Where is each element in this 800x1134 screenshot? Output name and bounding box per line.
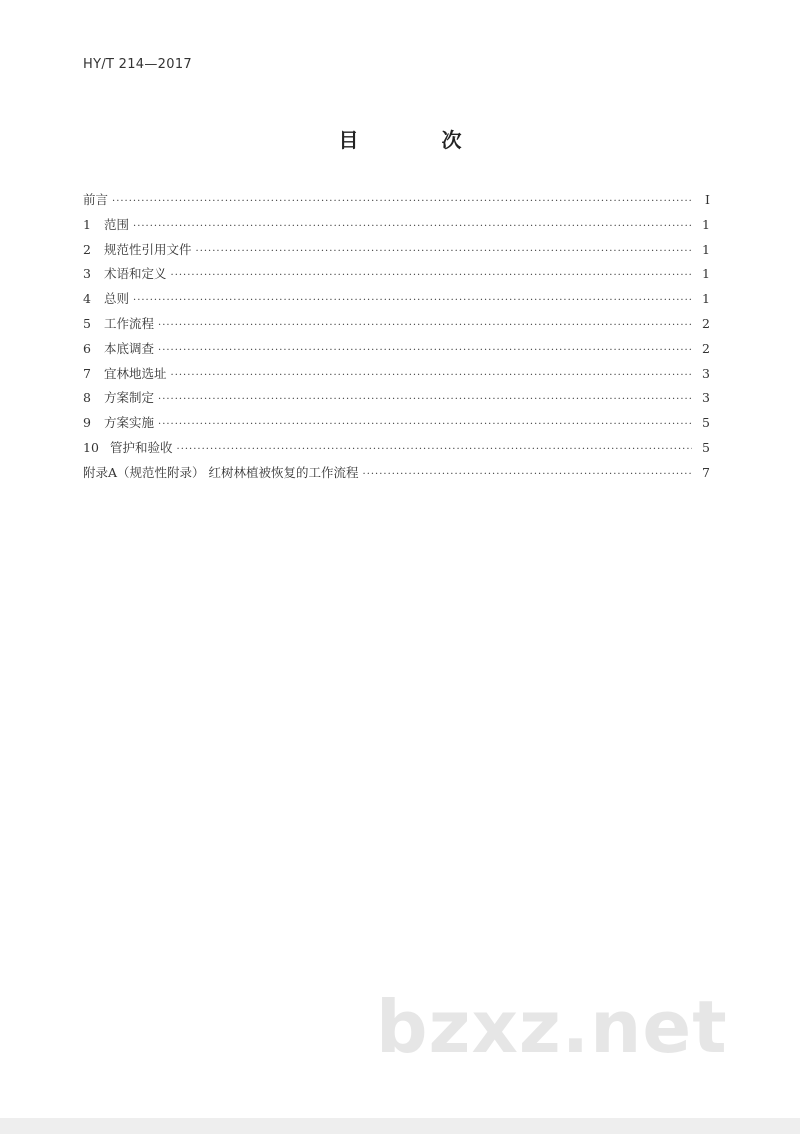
- toc-label: 规范性引用文件: [104, 241, 192, 257]
- toc-label: 方案实施: [104, 415, 155, 431]
- toc-leader-dots: [158, 394, 692, 405]
- toc-page-number: 7: [702, 464, 710, 480]
- toc-label: 总则: [104, 291, 130, 307]
- toc-page-number: 1: [702, 241, 710, 257]
- toc-entry-10[interactable]: [83, 438, 710, 463]
- standard-code: HY/T 214—2017: [83, 57, 192, 72]
- page-title: 目 次: [338, 128, 500, 152]
- toc-label: 范围: [104, 216, 130, 232]
- page-bottom-edge: [0, 1118, 800, 1134]
- toc-number: 9: [83, 415, 91, 431]
- toc-number: 1: [83, 216, 91, 232]
- toc-leader-dots: [158, 419, 692, 430]
- toc-number: 8: [83, 390, 91, 406]
- toc-entry-2[interactable]: [83, 240, 710, 265]
- toc-leader-dots: [363, 469, 692, 480]
- toc-number: 5: [83, 315, 91, 331]
- toc-page-number: 5: [702, 439, 710, 455]
- table-of-contents: [83, 190, 710, 488]
- toc-page-number: 2: [702, 340, 710, 356]
- toc-number: 10: [83, 439, 99, 455]
- toc-entry-preface[interactable]: [83, 190, 710, 215]
- toc-leader-dots: [158, 320, 692, 331]
- toc-page-number: 1: [702, 216, 710, 232]
- toc-label: 术语和定义: [104, 266, 167, 282]
- toc-page-number: 1: [702, 291, 710, 307]
- toc-leader-dots: [112, 196, 692, 207]
- toc-label: 管护和验收: [110, 439, 173, 455]
- toc-page-number: 2: [702, 315, 710, 331]
- toc-number: 7: [83, 365, 91, 381]
- toc-page-number: 1: [702, 266, 710, 282]
- toc-page-number: I: [705, 192, 710, 207]
- toc-number: 3: [83, 266, 91, 282]
- toc-leader-dots: [177, 444, 692, 455]
- toc-leader-dots: [196, 246, 692, 257]
- watermark-text: bzxz.net: [376, 985, 728, 1069]
- toc-entry-9[interactable]: [83, 413, 710, 438]
- toc-number: 6: [83, 340, 91, 356]
- toc-entry-3[interactable]: [83, 264, 710, 289]
- toc-page-number: 3: [702, 390, 710, 406]
- toc-leader-dots: [133, 295, 692, 306]
- toc-entry-4[interactable]: [83, 289, 710, 314]
- toc-page-number: 3: [702, 365, 710, 381]
- toc-label: 工作流程: [104, 315, 155, 331]
- toc-leader-dots: [171, 270, 692, 281]
- toc-label: 宜林地选址: [104, 365, 167, 381]
- toc-entry-6[interactable]: [83, 339, 710, 364]
- toc-entry-8[interactable]: [83, 388, 710, 413]
- toc-entry-7[interactable]: [83, 364, 710, 389]
- toc-label: 方案制定: [104, 390, 155, 406]
- toc-label: 附录A（规范性附录） 红树林植被恢复的工作流程: [83, 464, 359, 480]
- toc-leader-dots: [158, 345, 692, 356]
- toc-leader-dots: [171, 370, 692, 381]
- toc-number: 4: [83, 291, 91, 307]
- toc-label: 本底调查: [104, 340, 155, 356]
- toc-entry-5[interactable]: [83, 314, 710, 339]
- toc-page-number: 5: [702, 415, 710, 431]
- toc-label: 前言: [83, 192, 109, 207]
- toc-entry-appendix-a[interactable]: [83, 463, 710, 488]
- toc-number: 2: [83, 241, 91, 257]
- toc-entry-1[interactable]: [83, 215, 710, 240]
- toc-leader-dots: [133, 221, 692, 232]
